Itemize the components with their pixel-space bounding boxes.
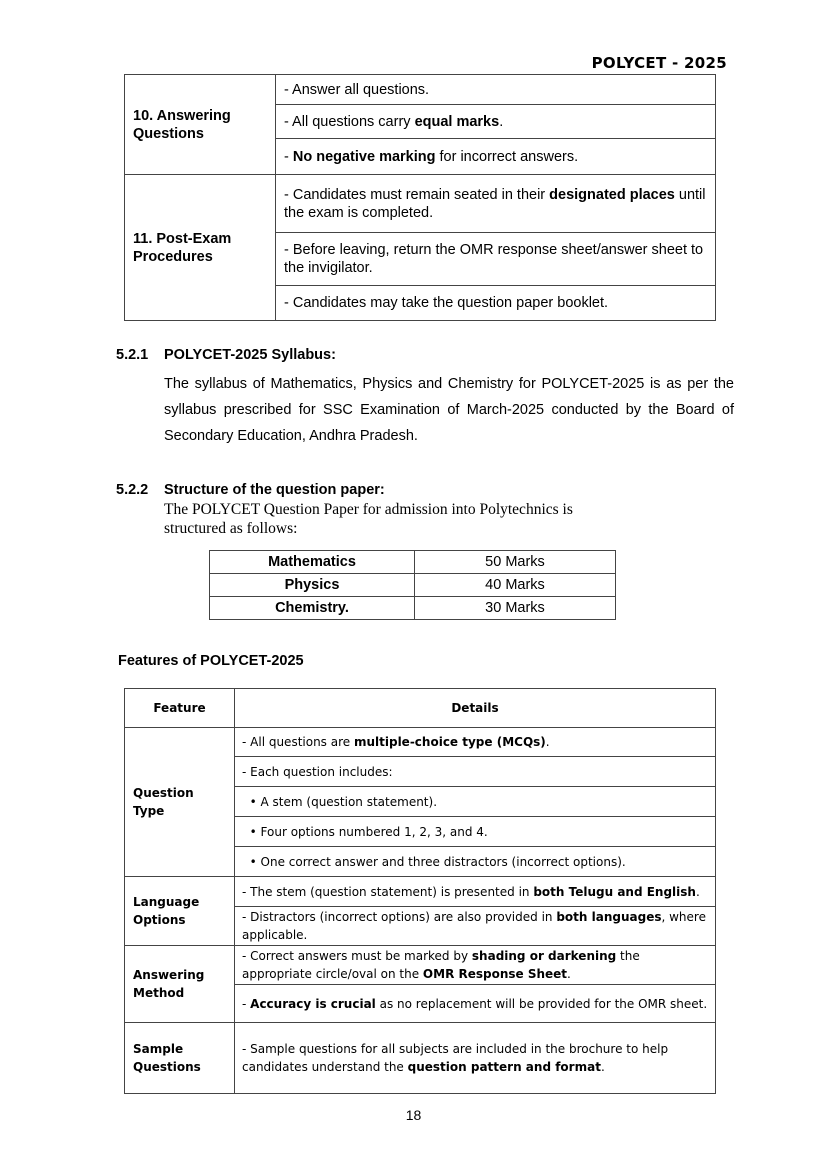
details-cell: - All questions are multiple-choice type (MCQs). bbox=[235, 728, 716, 757]
marks-cell: 50 Marks bbox=[415, 551, 616, 574]
details-cell: - Distractors (incorrect options) are also provided in both languages, where applicable. bbox=[235, 907, 716, 946]
feature-cell: Sample Questions bbox=[125, 1023, 235, 1094]
details-cell: • One correct answer and three distractors (incorrect options). bbox=[235, 847, 716, 877]
syllabus-paragraph: The syllabus of Mathematics, Physics and Chemistry for POLYCET-2025 is as per the syllabus prescribed for SSC Examination of March-2025 conducted by the Board of Secondary Education, Andhra Pradesh. bbox=[164, 376, 734, 444]
table-row bbox=[210, 574, 616, 597]
details-cell: - Each question includes: bbox=[235, 757, 716, 787]
section-title: Structure of the question paper: bbox=[164, 482, 385, 498]
feature-cell: Question Type bbox=[125, 728, 235, 877]
page-number: 18 bbox=[405, 1107, 422, 1123]
table-cell: - No negative marking for incorrect answers. bbox=[276, 139, 716, 175]
column-header-feature: Feature bbox=[125, 689, 235, 728]
feature-cell: Answering Method bbox=[125, 946, 235, 1023]
table-row bbox=[210, 551, 616, 574]
features-heading: Features of POLYCET-2025 bbox=[118, 653, 304, 669]
column-header-details: Details bbox=[235, 689, 716, 728]
features-table bbox=[124, 688, 716, 1094]
subject-cell: Chemistry. bbox=[210, 597, 415, 620]
table-cell: - Before leaving, return the OMR response sheet/answer sheet to the invigilator. bbox=[276, 233, 716, 286]
subject-cell: Mathematics bbox=[210, 551, 415, 574]
section-title: POLYCET-2025 Syllabus: bbox=[164, 347, 336, 363]
section-number: 5.2.2 bbox=[116, 482, 149, 498]
row-heading: 11. Post-Exam Procedures bbox=[125, 175, 276, 321]
table-cell: - Answer all questions. bbox=[276, 75, 716, 105]
table-row bbox=[210, 597, 616, 620]
details-cell: • Four options numbered 1, 2, 3, and 4. bbox=[235, 817, 716, 847]
details-cell: - The stem (question statement) is presented in both Telugu and English. bbox=[235, 877, 716, 907]
structure-paragraph: The POLYCET Question Paper for admission into Polytechnics is structured as follows: bbox=[164, 501, 573, 537]
row-heading: 10. Answering Questions bbox=[125, 75, 276, 175]
details-cell: • A stem (question statement). bbox=[235, 787, 716, 817]
marks-table bbox=[209, 550, 616, 620]
marks-cell: 40 Marks bbox=[415, 574, 616, 597]
feature-cell: Language Options bbox=[125, 877, 235, 946]
details-cell: - Correct answers must be marked by shading or darkening the appropriate circle/oval on the OMR Response Sheet. bbox=[235, 946, 716, 985]
details-cell: - Sample questions for all subjects are included in the brochure to help candidates understand the question pattern and format. bbox=[235, 1023, 716, 1094]
table-cell: - All questions carry equal marks. bbox=[276, 105, 716, 139]
details-cell: - Accuracy is crucial as no replacement will be provided for the OMR sheet. bbox=[235, 985, 716, 1023]
table-cell: - Candidates may take the question paper booklet. bbox=[276, 286, 716, 321]
table-cell: - Candidates must remain seated in their designated places until the exam is completed. bbox=[276, 175, 716, 233]
page-header-title: POLYCET - 2025 bbox=[591, 54, 727, 72]
procedures-table bbox=[124, 74, 716, 321]
subject-cell: Physics bbox=[210, 574, 415, 597]
marks-cell: 30 Marks bbox=[415, 597, 616, 620]
section-number: 5.2.1 bbox=[116, 347, 149, 363]
